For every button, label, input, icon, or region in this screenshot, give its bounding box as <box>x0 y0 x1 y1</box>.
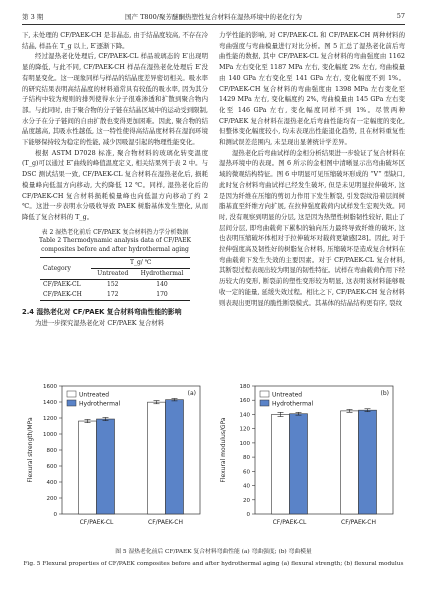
y-tick-label: 160 <box>239 398 250 405</box>
paragraph: 湿热老化后弯曲试样的金相分析结果进一步验证了复合材料在湿热环境中的表现。图 6 所示的金相图中清晰显示出弯曲破坏区域的微观结构特征。图 6 中明显可见压缩破坏形成的 “V” 型缺口, 此时复合材料弯曲试样已经发生破坏, 但是未见明显拉伸破坏, 这是因为纤维在压缩的剪切力作用下发生断裂, 引发裂纹沿着层间树脂基直至纤维方向扩展, 在拉伸强度载荷内试样发生宏观失效。同时, 没有观察到明显的分层, 这是因为热塑性树脂韧性较好, 阻止了层间分层, 即弯曲载荷下累积的轴向压力最终导致纤维的破坏, 这也表明压缩破坏体相对于拉伸破坏对载荷更敏感[28]。因此, 对于拉伸强度高及韧性好的树脂复合材料, 压缩破坏是造成复合材料在弯曲载荷下发生失效的主要因素。对于 CF/PAEK-CL 复合材料, 其断裂过程表现出较为明显的韧性特征。试样在弯曲载荷作用下经历较大的变形, 断裂前的塑性变形较为明显, 这表明该材料能够吸收一定的能量, 延缓失效过程。相比之下, CF/PAEK-CH 复合材料则表现出更明显的脆性断裂模式。其基体的结晶结构更有序, 裂纹 <box>219 148 405 307</box>
table-cell: 172 <box>91 290 134 301</box>
table-header-tg: T_g/ ℃ <box>91 258 190 269</box>
table-2 <box>40 257 190 301</box>
table-header-category: Category <box>40 258 91 280</box>
legend-label: Hydrothermal <box>272 400 314 408</box>
table-header-hydrothermal: Hydrothermal <box>134 269 190 280</box>
flexural-modulus-chart <box>215 372 405 537</box>
panel-label: (b) <box>380 390 389 397</box>
bar-untreated <box>79 421 97 514</box>
y-tick-label: 600 <box>46 464 57 470</box>
running-header <box>22 12 405 24</box>
y-tick-label: 80 <box>243 455 250 462</box>
table-caption-en: Table 2 Thermodynamic analysis data of CF/PAEK composites before and after hydrothermal aging <box>38 237 191 253</box>
header-rule <box>22 24 405 25</box>
y-axis-label: Flexural strength/MPa <box>27 417 34 483</box>
paragraph: 下, 未处理的 CF/PAEK-CH 是非晶态, 由于结晶度较高, 不存在冷结晶, 样品在 T_g 以上, E′逐渐下降。 <box>22 31 208 50</box>
paragraph: 为进一步探究湿热老化对 CF/PAEK 复合材料 <box>35 319 165 328</box>
legend-swatch <box>260 400 269 406</box>
legend-label: Hydrothermal <box>79 400 121 408</box>
bar-untreated <box>148 402 166 514</box>
table-cell: 140 <box>134 280 190 291</box>
y-tick-label: 60 <box>243 469 250 476</box>
right-column <box>219 30 405 308</box>
figure-caption-cn: 图 5 湿热老化前后 CF/PAEK 复合材料弯曲性能 (a) 弯曲强度; (b) 弯曲模量 <box>115 549 312 555</box>
y-tick-label: 200 <box>46 496 57 502</box>
y-tick-label: 120 <box>239 426 250 433</box>
x-tick-label: CF/PAEK-CH <box>148 519 183 526</box>
bar-untreated <box>272 414 290 514</box>
table-cell: CF/PAEK-CL <box>40 280 91 291</box>
running-title: 国产 T800/聚芳醚酮热塑性复合材料在湿热环境中的老化行为 <box>125 13 302 21</box>
table-cell: 170 <box>134 290 190 301</box>
legend-swatch <box>67 400 76 406</box>
y-tick-label: 1000 <box>43 432 57 438</box>
issue-number: 第 3 期 <box>22 13 44 21</box>
y-tick-label: 0 <box>246 512 250 518</box>
table-caption-cn: 表 2 湿热老化前后 CF/PAEK 复合材料热力学分析数据 <box>41 228 189 236</box>
paragraph: 经过湿热老化处理后, CF/PAEK-CL 样品玻璃态的 E′出现明显的降低, 与此不同, CF/PAEK-CH 样品在湿热老化处理后 E′没有明显变化。这一现象同样与样品的结晶度差异密切相关。吸水率的研究结果表明高结晶度的材料通常具有较低的吸水率, 因为其分子结构中较为规则的排列使得水分子很难渗透和扩散到聚合物内部。与此同时, 由于聚合物的分子链在结晶区域中的运动受到限制, 水分子在分子链间的自由扩散也变得更加困难。因此, 聚合物的结晶度越高, 其吸水性越低, 这一特性使得高结晶度材料在湿润环境下能够保持较为稳定的性能, 减少因吸湿引起的物理性能变化。 <box>22 52 208 147</box>
y-tick-label: 400 <box>46 480 57 486</box>
section-heading: 2.4 湿热老化对 CF/PAEK 复合材料弯曲性能的影响 <box>22 308 182 317</box>
table-header-untreated: Untreated <box>91 269 134 280</box>
x-tick-label: CF/PAEK-CH <box>341 519 376 526</box>
table-cell: 152 <box>91 280 134 291</box>
y-tick-label: 0 <box>53 512 57 518</box>
y-tick-label: 1400 <box>43 400 57 406</box>
bar-hydrothermal <box>359 410 377 514</box>
paragraph: 根据 ASTM D7028 标准, 聚合物材料的玻璃化转变温度(T_g)可以通过 E″曲线的峰值温度定义, 相关结果列于表 2 中。与 DSC 测试结果一致, CF/PAEK-CL 复合材料在湿热老化后, 损耗模量峰向低温方向移动, 大约降低 12 ℃。同样, 湿热老化后的 CF/PAEK-CH 复合材料损耗模量峰也向低温方向移动了约 2 ℃。这进一步表明水分吸收导致 PAEK 树脂基体发生塑化, 从而降低了复合材料的 T_g。 <box>22 148 208 221</box>
panel-label: (a) <box>187 390 196 397</box>
legend-label: Untreated <box>272 391 303 399</box>
flexural-strength-chart <box>22 372 212 537</box>
figure-caption-en: Fig. 5 Flexural properties of CF/PAEK composites before and after hydrothermal aging (a) flexural strength; (b) flexural modulus <box>23 561 404 567</box>
page-number: 57 <box>396 12 405 20</box>
x-tick-label: CF/PAEK-CL <box>79 519 114 526</box>
table-caption <box>22 229 208 255</box>
bar-untreated <box>341 411 359 514</box>
table-cell: CF/PAEK-CH <box>40 290 91 301</box>
y-tick-label: 800 <box>46 448 57 454</box>
bar-hydrothermal <box>290 414 308 514</box>
y-tick-label: 1600 <box>43 384 57 390</box>
x-tick-label: CF/PAEK-CL <box>272 519 307 526</box>
y-tick-label: 180 <box>239 384 250 390</box>
bar-hydrothermal <box>166 400 184 514</box>
y-tick-label: 140 <box>239 412 250 419</box>
y-axis-label: Flexural modulus/GPa <box>220 417 227 483</box>
y-tick-label: 40 <box>243 483 250 490</box>
y-tick-label: 1200 <box>43 416 57 422</box>
legend-swatch <box>67 391 76 397</box>
bar-hydrothermal <box>97 419 115 514</box>
legend-swatch <box>260 391 269 397</box>
paragraph: 力学性能的影响, 对 CF/PAEK-CL 和 CF/PAEK-CH 两种材料的弯曲强度与弯曲模量进行对比分析。图 5 汇总了湿热老化前后弯曲性能的数据, 其中 CF/PAEK-CL 复合材料的弯曲强度由 1162 MPa 左右变化至 1187 MPa 左右, 变化幅度 2% 左右, 弯曲模量由 140 GPa 左右变化至 141 GPa 左右, 变化幅度不到 1%。CF/PAEK-CH 复合材料的弯曲强度由 1398 MPa 左右变化至 1429 MPa 左右, 变化幅度约 2%, 弯曲模量由 145 GPa 左右变化至 146 GPa 左右, 变化幅度同样不到 1%。尽管两种 CF/PAEK 复合材料在湿热老化后弯曲性能均有一定幅度的变化, 但整体变化幅度较小, 均未表现出性能退化趋势, 且在材料重复性和测试误差范围内, 未呈现出显著统计学差异。 <box>219 31 405 147</box>
y-tick-label: 100 <box>239 440 250 447</box>
y-tick-label: 20 <box>243 497 250 504</box>
left-column <box>22 30 208 329</box>
legend-label: Untreated <box>79 391 110 399</box>
